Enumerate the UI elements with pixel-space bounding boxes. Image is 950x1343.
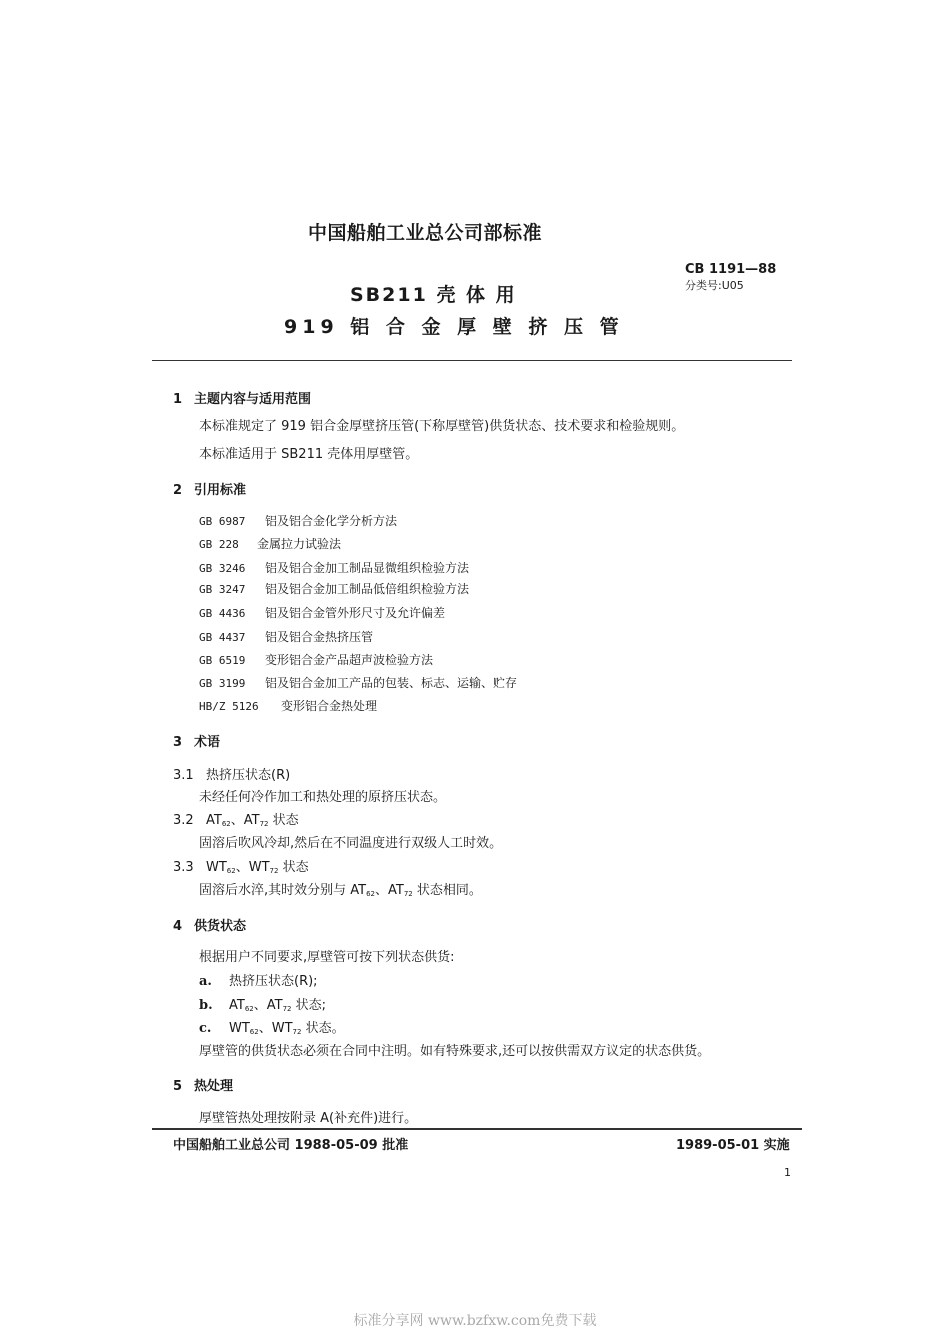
- reference-title: 铝及铝合金热挤压管: [265, 630, 374, 644]
- item-text: 热挤压状态(R);: [229, 974, 318, 989]
- supply-note: 厚壁管的供货状态必须在合同中注明。如有特殊要求,还可以按供需双方议定的状态供货。: [199, 1044, 711, 1059]
- reference-title: 变形铝合金热处理: [281, 699, 378, 713]
- reference-code: GB 228: [199, 538, 239, 551]
- reference-item: [199, 651, 433, 668]
- section-1-paragraph-1: 本标准规定了 919 铝合金厚壁挤压管(下称厚壁管)供货状态、技术要求和检验规则。: [199, 419, 685, 434]
- term-3-1: [173, 764, 290, 783]
- reference-title: 铝及铝合金加工制品显微组织检验方法: [265, 561, 470, 575]
- term-text: 状态: [268, 813, 299, 828]
- approval-line: 中国船舶工业总公司 1988-05-09 批准: [173, 1138, 409, 1153]
- subscript: 62: [244, 1005, 254, 1013]
- reference-code: GB 4437: [199, 631, 246, 644]
- reference-item: [199, 604, 445, 621]
- section-3-heading: [173, 731, 220, 750]
- item-letter: a.: [199, 974, 212, 989]
- section-4-heading: [173, 915, 246, 934]
- reference-code: GB 6987: [199, 515, 246, 528]
- section-title: 术语: [194, 735, 221, 750]
- page-number: 1: [784, 1166, 791, 1179]
- definition-text: 、AT: [375, 883, 404, 898]
- item-letter: c.: [199, 1021, 212, 1036]
- term-text: 、WT: [235, 860, 270, 875]
- term-3-2-definition: 固溶后吹风冷却,然后在不同温度进行双级人工时效。: [199, 836, 503, 851]
- term-name: [206, 813, 299, 828]
- supply-item-a: [199, 970, 318, 989]
- section-2-heading: [173, 479, 246, 498]
- reference-title: 金属拉力试验法: [257, 537, 342, 551]
- header-rule: [152, 360, 792, 361]
- term-text: 、AT: [230, 813, 260, 828]
- term-number: 3.1: [173, 768, 194, 783]
- subscript: 72: [259, 820, 269, 828]
- reference-code: GB 3246: [199, 562, 246, 575]
- title-line-2: 919 铝 合 金 厚 壁 挤 压 管: [284, 316, 624, 338]
- section-title: 主题内容与适用范围: [194, 392, 312, 407]
- term-number: 3.2: [173, 813, 194, 828]
- item-text: 状态;: [291, 998, 327, 1013]
- subscript: 72: [282, 1005, 292, 1013]
- reference-title: 铝及铝合金加工产品的包装、标志、运输、贮存: [265, 676, 518, 690]
- reference-title: 铝及铝合金加工制品低倍组织检验方法: [265, 582, 470, 596]
- reference-item: [199, 559, 469, 576]
- section-title: 引用标准: [194, 483, 247, 498]
- term-3-3-definition: [199, 879, 482, 898]
- supply-item-b: [199, 994, 326, 1013]
- term-3-3: [173, 856, 309, 875]
- reference-code: GB 6519: [199, 654, 246, 667]
- reference-item: [199, 535, 341, 552]
- standard-code: CB 1191—88: [685, 262, 777, 277]
- reference-item: [199, 580, 469, 597]
- subscript: 62: [366, 890, 376, 898]
- item-text: 状态。: [301, 1021, 345, 1036]
- section-5-paragraph: 厚壁管热处理按附录 A(补充件)进行。: [199, 1111, 418, 1126]
- reference-item: [199, 674, 517, 691]
- supply-intro: 根据用户不同要求,厚壁管可按下列状态供货:: [199, 950, 455, 965]
- item-text: WT: [229, 1021, 250, 1036]
- section-title: 热处理: [194, 1079, 234, 1094]
- definition-text: 固溶后水淬,其时效分别与 AT: [199, 883, 367, 898]
- term-name: [206, 860, 309, 875]
- section-number: 1: [173, 392, 183, 407]
- subscript: 72: [403, 890, 413, 898]
- reference-code: HB/Z 5126: [199, 700, 259, 713]
- reference-item: [199, 697, 377, 714]
- subscript: 62: [221, 820, 231, 828]
- watermark: 标准分享网 www.bzfxw.com免费下载: [353, 1313, 597, 1329]
- definition-text: 状态相同。: [412, 883, 482, 898]
- item-text: AT: [229, 998, 245, 1013]
- effective-date: 1989-05-01 实施: [676, 1138, 790, 1153]
- term-3-1-definition: 未经任何冷作加工和热处理的原挤压状态。: [199, 790, 447, 805]
- supply-item-c: [199, 1017, 345, 1036]
- section-1-paragraph-2: 本标准适用于 SB211 壳体用厚壁管。: [199, 447, 419, 462]
- item-text: 、WT: [258, 1021, 293, 1036]
- section-number: 3: [173, 735, 183, 750]
- section-title: 供货状态: [194, 919, 247, 934]
- reference-title: 变形铝合金产品超声波检验方法: [265, 653, 434, 667]
- reference-item: [199, 628, 373, 645]
- issuing-organization: 中国船舶工业总公司部标准: [308, 222, 543, 244]
- reference-code: GB 4436: [199, 607, 246, 620]
- reference-code: GB 3199: [199, 677, 246, 690]
- term-3-2: [173, 809, 299, 828]
- section-number: 2: [173, 483, 183, 498]
- reference-code: GB 3247: [199, 583, 246, 596]
- subscript: 72: [292, 1028, 302, 1036]
- reference-title: 铝及铝合金化学分析方法: [265, 514, 398, 528]
- term-number: 3.3: [173, 860, 194, 875]
- subscript: 62: [226, 867, 236, 875]
- subscript: 62: [249, 1028, 259, 1036]
- section-number: 4: [173, 919, 183, 934]
- title-line-1: SB211 壳 体 用: [350, 284, 517, 306]
- term-text: AT: [206, 813, 222, 828]
- item-text: 、AT: [253, 998, 283, 1013]
- section-1-heading: [173, 388, 311, 407]
- subscript: 72: [269, 867, 279, 875]
- term-name: 热挤压状态(R): [206, 768, 291, 783]
- section-number: 5: [173, 1079, 183, 1094]
- item-letter: b.: [199, 998, 213, 1013]
- footer-rule: [152, 1128, 802, 1130]
- reference-title: 铝及铝合金管外形尺寸及允许偏差: [265, 606, 446, 620]
- term-text: 状态: [278, 860, 309, 875]
- classification-number: 分类号:U05: [685, 279, 744, 292]
- section-5-heading: [173, 1075, 233, 1094]
- term-text: WT: [206, 860, 227, 875]
- reference-item: [199, 512, 397, 529]
